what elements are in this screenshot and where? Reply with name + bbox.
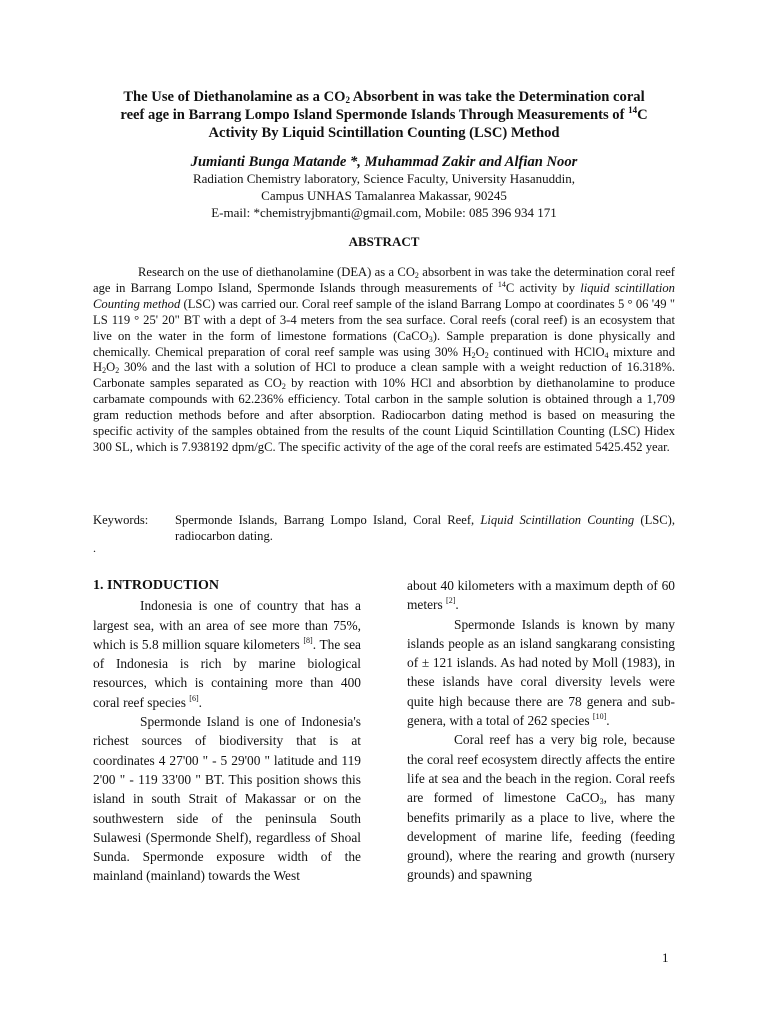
- citation: [6]: [189, 693, 199, 703]
- body-text: .: [606, 713, 610, 729]
- affiliation-line: Radiation Chemistry laboratory, Science Faculty, University Hasanuddin,: [192, 171, 576, 186]
- abstract-text: continued with HClO: [488, 344, 605, 359]
- section-heading: 1. INTRODUCTION: [93, 578, 220, 593]
- body-text: .: [198, 694, 202, 710]
- abstract-subscript: 2: [484, 350, 489, 360]
- abstract-text: ). Sample preparation is done physically and chemically. Chemical preparation of coral reef sample was using 30% H: [93, 328, 675, 359]
- title-text: Absorbent in was take the Determination coral: [349, 89, 645, 105]
- keywords-label: Keywords:: [93, 513, 149, 527]
- intro-paragraph-continued: [407, 576, 675, 615]
- author-list: Jumianti Bunga Matande *, Muhammad Zakir and Alfian Noor: [190, 154, 578, 170]
- body-text: Spermonde Island is one of Indonesia's richest sources of biodiversity that is at coordinates 4 27'00 " - 5 29'00 " latitude and 119 2'00 " - 119 33'00 " BT. This position shows this island in south Strait of Makassar or on the southwestern side of the peninsula South Sulawesi (Spermonde Shelf), regardless of Shoal Sunda. Spermonde exposure width of the mainland (mainland) towards the West: [93, 714, 361, 884]
- abstract-text: C activity by: [505, 280, 581, 295]
- keywords-text: [175, 512, 675, 544]
- intro-column-right: [407, 576, 675, 885]
- abstract-text: Research on the use of diethanolamine (DEA) as a CO: [138, 265, 415, 279]
- citation: [10]: [592, 712, 607, 722]
- contact-line: E-mail: *chemistryjbmanti@gmail.com, Mobile: 085 396 934 171: [211, 205, 557, 220]
- body-text: Indonesia is one of country that has a largest sea, with an area of see more than 75%, which is 5.8 million square kilometers: [93, 598, 361, 652]
- abstract-heading: ABSTRACT: [348, 234, 420, 249]
- title-subscript: 2: [345, 95, 350, 105]
- affiliation: [96, 170, 672, 221]
- abstract-text: O: [475, 344, 485, 359]
- abstract-text: (LSC) was carried our. Coral reef sample of the island Barrang Lompo at coordinates 5 ° 06 '49 " LS 119 ° 25' 20" BT with a dept of 3-4 meters from the sea surface. Coral reefs (coral reef) is an ecosystem that live on the water in the form of limestone formations (CaCO: [93, 296, 675, 343]
- abstract-text: 30% and the last with a solution of HCl to produce a clean sample with a weight reduction of 16.318%. Carbonate samples separated as CO: [93, 360, 675, 391]
- body-subscript: 3: [599, 797, 604, 807]
- abstract-subscript: 2: [281, 382, 286, 392]
- body-text: Spermonde Islands is known by many islands people as an island sangkarang consisting of ± 121 islands. As had noted by Moll (1983), in these islands have coral diversity levels were quite high because there are 78 genera and sub-genera, with a total of 262 species: [407, 616, 675, 729]
- body-text: . The sea of Indonesia is rich by marine biological resources, which is containing more than 400 coral reef species: [93, 636, 361, 710]
- body-text: .: [455, 597, 459, 613]
- page-number: 1: [662, 950, 669, 965]
- citation: [2]: [446, 596, 456, 606]
- title-text: reef age in Barrang Lompo Island Spermonde Islands Through Measurements of: [120, 107, 629, 123]
- affiliation-line: Campus UNHAS Tamalanrea Makassar, 90245: [261, 188, 507, 203]
- citation: [8]: [303, 635, 313, 645]
- intro-column-left: [93, 576, 361, 886]
- abstract-text: O: [106, 360, 116, 375]
- abstract-subscript: 2: [471, 350, 476, 360]
- title-text: C: [637, 107, 648, 123]
- title-text: The Use of Diethanolamine as a CO: [123, 89, 346, 105]
- intro-paragraph: [93, 596, 361, 712]
- intro-paragraph: [407, 730, 675, 884]
- title-text: Activity By Liquid Scintillation Counting (LSC) Method: [208, 125, 560, 141]
- body-text: Coral reef has a very big role, because the coral reef ecosystem directly affects the entire life at sea and the beach in the region. Coral reefs are formed of limestone CaCO: [407, 732, 675, 806]
- trailing-mark: .: [93, 541, 96, 555]
- abstract-italic: liquid scintillation Counting method: [93, 280, 675, 311]
- body-text: about 40 kilometers with a maximum depth of 60 meters: [407, 578, 675, 613]
- abstract-subscript: 2: [115, 366, 120, 376]
- intro-paragraph: [407, 615, 675, 731]
- intro-paragraph: [93, 712, 361, 886]
- abstract-text: mixture and H: [93, 344, 676, 375]
- title-superscript: 14: [628, 105, 638, 115]
- abstract-paragraph: [93, 265, 675, 456]
- keywords-italic: Liquid Scintillation Counting: [480, 513, 635, 527]
- abstract-superscript: 14: [497, 279, 506, 289]
- body-text: , has many benefits primarily as a place to live, where the development of marine life, feeding (feeding ground), where the rearing and growth (nursery grounds) and spawning: [407, 790, 675, 883]
- abstract-subscript: 4: [604, 350, 609, 360]
- abstract-subscript: 3: [428, 334, 433, 344]
- keywords-plain: (LSC), radiocarbon dating.: [175, 513, 676, 543]
- paper-title: [96, 88, 672, 142]
- abstract-text: by reaction with 10% HCl and absorbtion by diethanolamine to produce carbamate compounds with 62.236% efficiency. Total carbon in the sample solution is obtained through a 1,709 gram reduction methods before and after absorption. Radiocarbon dating method is based on measuring the specific activity of the samples obtained from the results of the count Liquid Scintillation Counting (LSC) Hidex 300 SL, which is 7.938192 dpm/gC. The specific activity of the age of the coral reefs are estimated 5425.452 year.: [93, 376, 676, 454]
- abstract-subscript: 2: [102, 366, 107, 376]
- abstract-body: [93, 265, 675, 456]
- abstract-text: absorbent in was take the determination coral reef age in Barrang Lompo Island, Spermonde Islands through measurements of: [93, 265, 675, 295]
- keywords-plain: Spermonde Islands, Barrang Lompo Island, Coral Reef,: [175, 513, 481, 527]
- abstract-subscript: 2: [414, 271, 419, 280]
